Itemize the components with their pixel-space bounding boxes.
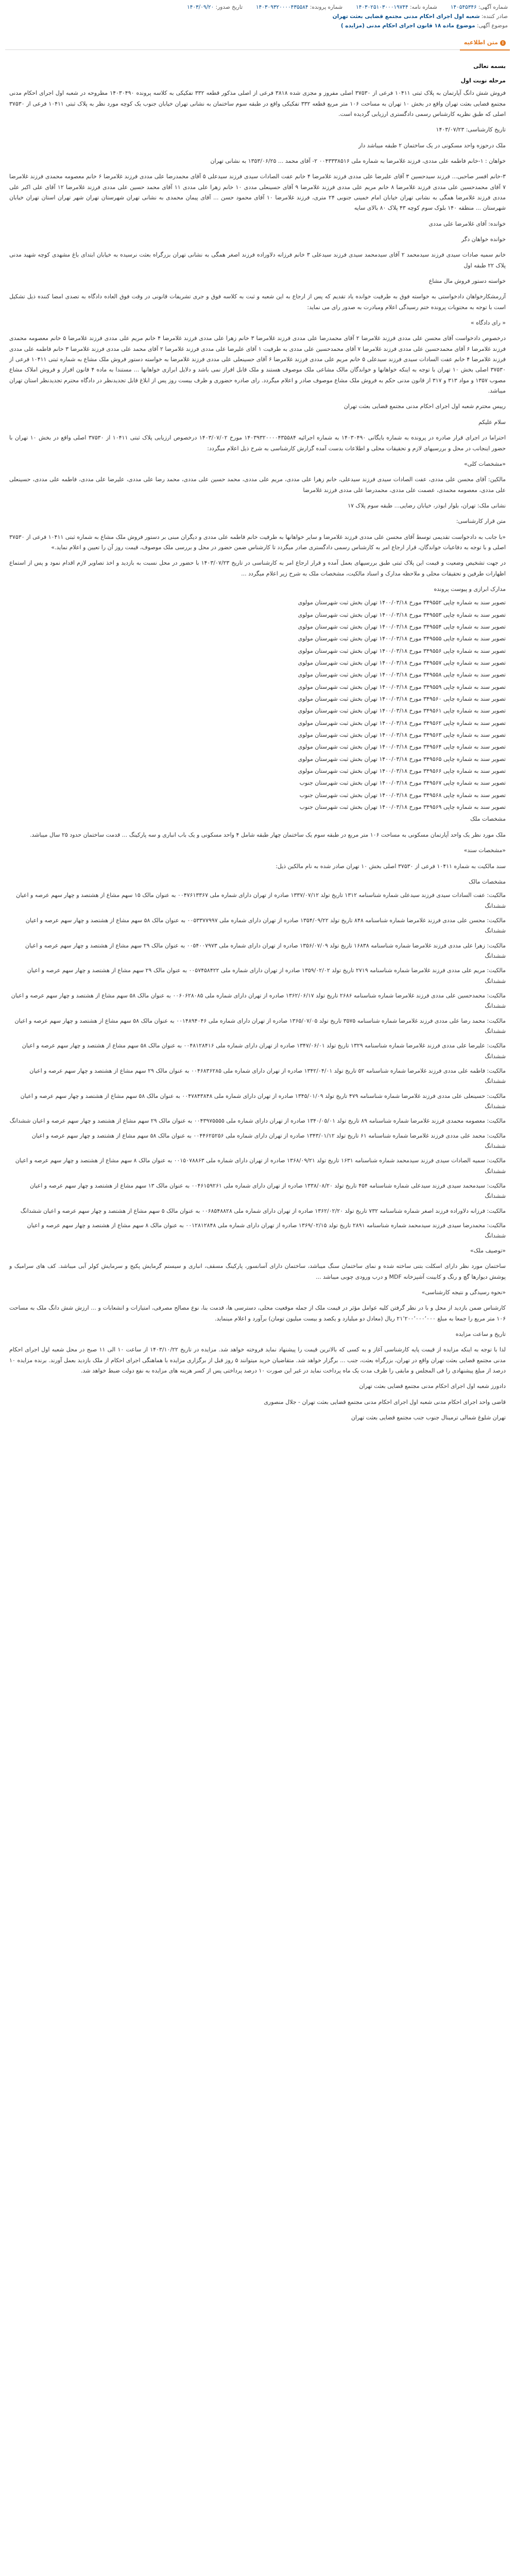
bismillah-heading: بسمه تعالی — [473, 62, 506, 70]
paragraph: «نحوه رسیدگی و نتیجه کارشناسی» — [421, 1289, 506, 1296]
owner-item: مالکیت: فرزانه دلاوراده فرزند اصغر شماره شناسنامه ۷۳۲ تاریخ تولد ۱۳۶۲/۰۲/۲۰ صادره از تهران دارای شماره ملی ۰۰۶۸۵۴۸۸۲۸ به عنوان مالک ۵ سهم مشاع از هشتصد و چهار سهم عرصه و اعیان ششدانگ — [20, 1207, 506, 1214]
subject-value: موضوع ماده ۱۸ قانون اجرای احکام مدنی (مزایده ) — [340, 22, 475, 29]
paragraph: مشخصات ملک — [470, 816, 506, 823]
tab-notice-text-label: متن اطلاعیه — [464, 39, 498, 46]
owner-item: مالکیت: محمدرضا سیدی فرزند سیدمحمد شماره شناسنامه ۲۸۹۱ تاریخ تولد ۱۳۶۹/۰۲/۱۵ صادره از تهران دارای شماره ملی ۰۰۱۲۸۱۲۸۴۸ به عنوان مالک ۸ سهم مشاع از هشتصد و چهار سهم عرصه و اعیان ششدانگ — [27, 1222, 506, 1240]
ticket-label: شماره آگهی: — [478, 4, 508, 10]
paragraph: نشانی ملک: تهران، بلوار ابوذر، خیابان رضایی... طبقه سوم پلاک ۱۷ — [348, 502, 506, 509]
paragraph: رییس محترم شعبه اول اجرای احکام مدنی مجتمع قضایی بعثت تهران — [344, 403, 506, 410]
document-item: تصویر سند به شماره چاپی ۳۴۹۵۵۳ مورخ ۱۴۰۰/۰۳/۱۸ تهران بخش ثبت شهرستان مولوی — [298, 611, 506, 618]
notice-meta — [0, 0, 515, 31]
notice-body — [0, 50, 515, 1423]
paragraph: قاضی واحد اجرای احکام مدنی شعبه اول اجرای احکام مدنی مجتمع قضایی بعثت تهران - جلال منصوری — [264, 1398, 506, 1405]
document-item: تصویر سند به شماره چاپی ۳۴۹۵۶۴ مورخ ۱۴۰۰/۰۳/۱۸ تهران بخش ثبت شهرستان مولوی — [298, 743, 506, 751]
meta-row-2 — [7, 12, 508, 22]
notice-number-label: شماره نامه: — [409, 4, 437, 10]
stage-heading: مرحله نوبت اول — [460, 77, 506, 84]
document-item: تصویر سند به شماره چاپی ۳۴۹۵۶۵ مورخ ۱۴۰۰/۰۳/۱۸ تهران بخش ثبت شهرستان مولوی — [298, 755, 506, 762]
owner-item: مالکیت: محمد رضا علی مددی فرزند غلامرضا شماره شناسنامه ۳۵۷۵ تاریخ تولد ۱۳۶۵/۰۷/۰۵ صادره از تهران دارای شماره ملی ۰۰۱۴۸۹۴۰۴۶ به عنوان مالک ۵۸ سهم مشاع از هشتصد و چهار سهم عرصه و اعیان ششدانگ — [14, 1017, 506, 1035]
document-item: تصویر سند به شماره چاپی ۳۴۹۵۶۲ مورخ ۱۴۰۰/۰۳/۱۸ تهران بخش ثبت شهرستان مولوی — [298, 719, 506, 726]
paragraph: «توصیف ملک» — [470, 1247, 506, 1254]
owner-item: مالکیت: سمیه الصادات سیدی فرزند سیدمحمد شماره شناسنامه ۱۶۳۱ تاریخ تولد ۱۳۶۸/۰۹/۲۱ صادره از تهران دارای شماره ملی ۰۰۱۵۰۷۸۸۶۳ به عنوان مالک ۸ سهم مشاع از هشتصد و چهار سهم عرصه و اعیان ششدانگ — [15, 1157, 506, 1175]
paragraph: احتراما در اجرای قرار صادره در پرونده به شماره بایگانی ۱۴۰۳۰۴۹۰ به شماره اجرائیه ۱۴۰۳۹۳۲۰۰۰۰۴۳۵۵۸۴ مورخ ۱۴۰۳/۰۷/۰۲ درخصوص ارزیابی پلاک ثبتی ۱۰۴۱۱ از ۳۷۵۳۰ اصلی واقع در بخش ۱۰ تهران با حضور اینجانب در محل و بررسیهای لازم و تحقیقات محلی و اطلاعات بدست آمده گزارش کارشناسی به شرح ذیل اعلام میگردد: — [9, 434, 506, 452]
tab-bar — [5, 37, 510, 50]
case-number-field — [256, 3, 342, 12]
info-icon: i — [500, 40, 506, 46]
owner-item: مالکیت: محمد علی مددی فرزند غلامرضا شماره شناسنامه ۶۱ تاریخ تولد ۱۳۴۳/۰۱/۱۲ صادره از تهران دارای شماره ملی ۰۰۴۴۶۲۵۲۵۶ به عنوان مالک ۵۸ سهم مشاع از هشتصد و چهار سهم عرصه و اعیان ششدانگ — [31, 1132, 506, 1150]
document-item: تصویر سند به شماره چاپی ۳۴۹۵۶۶ مورخ ۱۴۰۰/۰۳/۱۸ تهران بخش ثبت شهرستان مولوی — [298, 768, 506, 775]
paragraph: متن قرار کارشناسی: — [456, 518, 506, 525]
owner-item: مالکیت: فاطمه علی مددی فرزند غلامرضا شماره شناسنامه ۵۲ تاریخ تولد ۱۳۴۲/۰۴/۰۱ صادره از تهران دارای شماره ملی ۰۰۴۶۸۳۶۲۸۵ به عنوان مالک ۲۹ سهم مشاع از هشتصد و چهار سهم عرصه و اعیان ششدانگ — [29, 1067, 506, 1085]
document-item: تصویر سند به شماره چاپی ۳۴۹۵۶۰ مورخ ۱۴۰۰/۰۳/۱۸ تهران بخش ثبت شهرستان مولوی — [298, 696, 506, 703]
paragraph: سند مالکیت به شماره ۱۰۴۱۱ فرعی از ۳۷۵۳۰ اصلی بخش ۱۰ تهران صادر شده به نام مالکین ذیل: — [276, 862, 506, 870]
document-item: تصویر سند به شماره چاپی ۳۴۹۵۵۷ مورخ ۱۴۰۰/۰۳/۱۸ تهران بخش ثبت شهرستان مولوی — [298, 659, 506, 666]
ticket-field — [451, 3, 508, 12]
ticket-value: ۱۴۰۵۴۵۳۴۶ — [450, 4, 477, 10]
subject-label: موضوع آگهی: — [476, 22, 508, 29]
document-item: تصویر سند به شماره چاپی ۳۴۹۵۵۵ مورخ ۱۴۰۰/۰۳/۱۸ تهران بخش ثبت شهرستان مولوی — [298, 635, 506, 642]
paragraph: «مشخصات کلی» — [464, 460, 506, 467]
paragraph: تاریخ و ساعت مزایده — [455, 1330, 506, 1337]
owner-item: مالکیت: عفت السادات سیدی فرزند سیدعلی شماره شناسنامه ۱۳۱۲ تاریخ تولد ۱۳۳۷/۰۷/۱۲ صادره از تهران دارای شماره ملی ۰۰۴۷۶۱۳۳۶۷ به عنوان مالک ۱۵ سهم مشاع از هشتصد و چهار سهم عرصه و اعیان ششدانگ — [16, 892, 506, 909]
paragraph: مالکین: آقای محسن علی مددی، عفت الصادات سیدی فرزند سیدعلی، خانم زهرا علی مددی، مریم علی مددی، محمد حسین علی مددی، محمد رضا علی مددی، علیرضا علی مددی، فاطمه علی مددی، حسینعلی علی مددی، معصومه محمدی، عصمت علی مددی، محمدرضا علی مددی فرزند غلامرضا — [9, 476, 506, 494]
paragraph: «مشخصات سند» — [464, 847, 506, 854]
document-item: تصویر سند به شماره چاپی ۳۴۹۵۶۱ مورخ ۱۴۰۰/۰۳/۱۸ تهران بخش ثبت شهرستان مولوی — [298, 707, 506, 715]
paragraph: ملک مورد نظر یک واحد آپارتمان مسکونی به مساحت ۱۰۶ متر مربع در طبقه سوم یک ساختمان چهار طبقه شامل ۴ واحد مسکونی و یک باب انباری و سه پارکینگ ... قدمت ساختمان حدود ۲۵ سال میباشد. — [30, 831, 506, 838]
owners-list — [9, 890, 506, 1242]
paragraph: ساختمان مورد نظر دارای اسکلت بتنی ساخته شده و نمای ساختمان سنگ میباشد، ساختمان دارای آسانسور، پارکینگ مسقف، انباری و سیستم گرمایش پکیج و سرمایش کولر آبی میباشد. کف های سرامیک و پوشش دیوارها گچ و رنگ و کابینت آشپزخانه MDF و درب ورودی چوبی میباشد ... — [9, 1263, 506, 1280]
paragraph: سلام علیکم — [478, 418, 506, 426]
notice-number-value: ۱۴۰۳۰۲۵۱۰۳۰۰۰۱۹۷۴۴ — [356, 4, 408, 10]
issuer-label: صادر کننده: — [481, 13, 508, 20]
document-item: تصویر سند به شماره چاپی ۳۴۹۵۶۹ مورخ ۱۴۰۰/۰۳/۱۸ تهران بخش ثبت شهرستان جنوب — [299, 804, 506, 811]
paragraph: ملک درحوزه واحد مسکونی در یک ساختمان ۲ طبقه میباشد دار — [358, 142, 506, 149]
paragraph: درخصوص دادخواست آقای محسن علی مددی فرزند غلامرضا ۲ آقای محمدرضا علی مددی فرزند غلامرضا ۳ خانم زهرا علی مددی فرزند غلامرضا ۴ خانم مریم علی مددی فرزند غلامرضا ۵ خانم معصومه محمدی فرزند غلامرضا ۶ آقای محمدحسین علی مددی فرزند غلامرضا ۷ آقای محمدحسین علی مددی به طرفیت ۱ آقای علیرضا علی مددی فرزند غلامرضا ۲ آقای محمد علی مددی فرزند غلامرضا ۳ خانم فاطمه علی مددی فرزند غلامرضا ۴ خانم عفت السادات سیدی فرزند سیدعلی ۵ خانم مریم علی مددی فرزند غلامرضا ۶ آقای حسینعلی علی مددی فرزند غلامرضا به خواسته دستور فروش ملک مشاع به شماره ثبتی ۱۰۴۱۱ فرعی از ۳۷۵۳۰ اصلی بخش ۱۰ تهران با توجه به اینکه خواهانها و خواندگان مالک مشاعی ملک موصوف هستند و ملک قابل افراز نمی باشد و دلایل ابرازی خواهانها ... مستندا به ماده ۴ قانون افراز و فروش املاک مشاع مصوب ۱۳۵۷ و مواد ۳۱۳ و ۳۱۷ از قانون مدنی حکم به فروش ملک مشاع موصوف صادر و اعلام میگردد. رای صادره حضوری و ظرف بیست روز پس از ابلاغ قابل تجدیدنظر در دادگاه محترم تجدیدنظر استان تهران میباشد. — [9, 335, 506, 395]
meta-row-1 — [7, 3, 508, 12]
owner-item: مالکیت: محسن علی مددی فرزند غلامرضا شماره شناسنامه ۸۴۸ تاریخ تولد ۱۳۵۴/۰۹/۲۲ صادره از تهران دارای شماره ملی ۰۰۵۳۳۷۷۹۹۷ به عنوان مالک ۵۸ سهم مشاع از هشتصد و چهار سهم عرصه و اعیان ششدانگ — [25, 917, 506, 935]
case-number-label: شماره پرونده: — [310, 4, 343, 10]
issuer-value: شعبه اول اجرای احکام مدنی مجتمع قضایی بعثت تهران — [332, 13, 480, 20]
paragraph: خوانده خواهان دگر — [461, 236, 506, 243]
document-item: تصویر سند به شماره چاپی ۳۴۹۵۵۲ مورخ ۱۴۰۰/۰۳/۱۸ تهران بخش ثبت شهرستان مولوی — [298, 599, 506, 606]
owner-item: مالکیت: محمدحسین علی مددی فرزند غلامرضا شماره شناسنامه ۲۶۸۶ تاریخ تولد ۱۳۶۲/۰۶/۱۷ صادره از تهران دارای شماره ملی ۰۰۶۰۶۲۸۰۸۵ به عنوان مالک ۵۸ سهم مشاع از هشتصد و چهار سهم عرصه و اعیان ششدانگ — [11, 992, 506, 1010]
tab-notice-text[interactable] — [460, 37, 510, 50]
paragraph: خواسته دستور فروش مال مشاع — [428, 278, 506, 285]
case-number-value: ۱۴۰۳۰۹۳۲۰۰۰۰۴۳۵۵۸۴ — [256, 4, 308, 10]
issue-date-field — [187, 3, 243, 12]
owner-item: مالکیت: زهرا علی مددی فرزند غلامرضا شماره شناسنامه ۱۶۸۳۸ تاریخ تولد ۱۳۵۶/۰۷/۰۹ صادره از تهران دارای شماره ملی ۰۰۵۴۰۰۷۹۷۳ به عنوان مالک ۲۹ سهم مشاع از هشتصد و چهار سهم عرصه و اعیان ششدانگ — [25, 942, 506, 959]
documents-list — [9, 598, 506, 812]
paragraph: در جهت تشخیص وضعیت و قیمت این پلاک ثبتی طبق بررسیهای بعمل آمده و قرار ارجاع امر به کارشناسی در تاریخ ۱۴۰۳/۰۷/۲۳ با حضور در محل نسبت به بازدید و اخذ تصاویر لازم اقدام نمود و پس از استماع اظهارات طرفین و تحقیقات محلی و ملاحظه مدارک و اسناد مالکیت، مشخصات ملک به شرح زیر اعلام میگردد ... — [9, 560, 506, 577]
owner-item: مالکیت: علیرضا علی مددی فرزند غلامرضا شماره شناسنامه ۱۳۲۹ تاریخ تولد ۱۳۴۷/۰۶/۰۱ صادره از تهران دارای شماره ملی ۰۰۴۸۱۲۸۴۱۶ به عنوان مالک ۵۸ سهم مشاع از هشتصد و چهار سهم عرصه و اعیان ششدانگ — [22, 1042, 506, 1060]
owner-item: مالکیت: مریم علی مددی فرزند غلامرضا شماره شناسنامه ۲۷۱۹ تاریخ تولد ۱۳۵۹/۰۲/۰۲ صادره از تهران دارای شماره ملی ۰۰۵۷۴۵۸۴۲۲ به عنوان مالک ۲۹ سهم مشاع از هشتصد و چهار سهم عرصه و اعیان ششدانگ — [27, 967, 506, 985]
issue-date-value: ۱۴۰۳/۰۹/۲۰ — [187, 4, 214, 10]
owner-item: مالکیت: سیدمحمد سیدی فرزند سیدعلی شماره شناسنامه ۴۵۴ تاریخ تولد ۱۳۳۸/۰۸/۲۰ صادره از تهران دارای شماره ملی ۰۰۴۶۱۵۹۲۶۱ به عنوان مالک ۱۳ سهم مشاع از هشتصد و چهار سهم عرصه و اعیان ششدانگ — [29, 1182, 506, 1200]
paragraph: تهران شلوغ شمالی ترمینال جنوب جنب مجتمع قضایی بعثت تهران — [351, 1414, 506, 1421]
document-item: تصویر سند به شماره چاپی ۳۴۹۵۵۴ مورخ ۱۴۰۰/۰۳/۱۸ تهران بخش ثبت شهرستان مولوی — [298, 623, 506, 630]
paragraph: «با جانب به دادخواست تقدیمی توسط آقای محسن علی مددی فرزند غلامرضا و سایر خواهانها به طرفیت خانم فاطمه علی مددی و دیگران مبنی بر دستور فروش ملک مشاع به شماره ثبتی ۱۰۴۱۱ فرعی از ۳۷۵۳۰ اصلی و با توجه به دفاعیات خواندگان، قرار ارجاع امر به کارشناس رسمی دادگستری صادر میگردد تا کارشناس ضمن حضور در محل و بررسی ملک موصوف، قیمت روز آن را تعیین و اعلام نماید.» — [9, 533, 506, 551]
paragraph: « رای دادگاه » — [470, 319, 506, 327]
owners-caption: مشخصات مالک — [469, 878, 506, 885]
paragraph: دادورز شعبه اول اجرای احکام مدنی مجتمع قضایی بعثت تهران — [359, 1383, 506, 1390]
paragraph: خواهان : ۱-خانم فاطمه علی مددی، فرزند غلامرضا به شماره ملی ۰۰۴۳۳۳۸۵۱۶ ۲- آقای محمد ... ۱۳۵۳/۰۶/۲۵ به نشانی تهران — [210, 157, 506, 164]
paragraph: خانم سمیه صادات سیدی فرزند سیدمحمد ۲ آقای سیدمحمد سیدی فرزند سیدعلی ۳ خانم فرزانه دلاوراده فرزند اصغر همگی به نشانی تهران بزرگراه بعثت نرسیده به خیابان ابتدای باغ مشهدی کوچه شهید مدنی پلاک ۲۲ طبقه اول — [9, 251, 506, 269]
issue-date-label: تاریخ صدور: — [215, 4, 243, 10]
paragraph: لذا با توجه به اینکه مزایده از قیمت پایه کارشناسی آغاز و به کسی که بالاترین قیمت را پیشنهاد نماید فروخته خواهد شد. مزایده در تاریخ ۱۴۰۳/۱۰/۲۲ از ساعت ۱۰ الی ۱۱ صبح در محل شعبه اول اجرای احکام مدنی مجتمع قضایی بعثت تهران واقع در تهران، بزرگراه بعثت، جنب ... برگزار خواهد شد. متقاضیان خرید میتوانند ۵ روز قبل از برگزاری مزایده با هماهنگی اجرای احکام از ملک بازدید بعمل آورند. برنده مزایده ۱۰ درصد از مبلغ پیشنهادی را فی المجلس و مابقی را ظرف مدت یک ماه پرداخت نماید در غیر این صورت ۱۰ درصد پرداختی پس از کسر هزینه های مزایده به نفع دولت ضبط خواهد شد. — [9, 1346, 506, 1374]
paragraph: خوانده: آقای غلامرضا علی مددی — [428, 220, 506, 227]
notice-number-field — [356, 3, 437, 12]
documents-caption: مدارک ابرازی و پیوست پرونده — [434, 585, 506, 592]
owner-item: مالکیت: حسینعلی علی مددی فرزند غلامرضا شماره شناسنامه ۴۷۹ تاریخ تولد ۱۳۴۵/۰۱/۰۹ صادره از تهران دارای شماره ملی ۰۰۴۷۸۴۳۸۴۸ به عنوان مالک ۵۸ سهم مشاع از هشتصد و چهار سهم عرصه و اعیان ششدانگ — [20, 1092, 506, 1110]
paragraph: کارشناس ضمن بازدید از محل و با در نظر گرفتن کلیه عوامل مؤثر در قیمت ملک از جمله موقعیت محلی، دسترسی ها، قدمت بنا، نوع مصالح مصرفی، امتیازات و انشعابات و ... ارزش شش دانگ ملک به مساحت ۱۰۶ متر مربع را جمعا به مبلغ ۲۱٬۲۰۰٬۰۰۰٬۰۰۰ ریال (معادل دو میلیارد و یکصد و بیست میلیون تومان) برآورد و اعلام مینماید. — [9, 1304, 506, 1322]
owner-item: مالکیت: معصومه محمدی فرزند غلامرضا شماره شناسنامه ۸۹ تاریخ تولد ۱۳۴۰/۰۵/۰۱ صادره از تهران دارای شماره ملی ۰۰۴۳۹۷۵۵۵۵ به عنوان مالک ۲۹ سهم مشاع از هشتصد و چهار سهم عرصه و اعیان ششدانگ — [9, 1117, 506, 1125]
document-item: تصویر سند به شماره چاپی ۳۴۹۵۶۸ مورخ ۱۴۰۰/۰۳/۱۸ تهران بخش ثبت شهرستان جنوب — [299, 791, 506, 799]
document-item: تصویر سند به شماره چاپی ۳۴۹۵۶۳ مورخ ۱۴۰۰/۰۳/۱۸ تهران بخش ثبت شهرستان مولوی — [298, 732, 506, 739]
document-item: تصویر سند به شماره چاپی ۳۴۹۵۵۸ مورخ ۱۴۰۰/۰۳/۱۸ تهران بخش ثبت شهرستان مولوی — [298, 671, 506, 679]
paragraph: ۳-خانم افسر صاحبی... فرزند سیدحسین ۳ آقای علیرضا علی مددی فرزند غلامرضا ۴ خانم عفت الصادات سیدی فرزند سیدعلی ۵ آقای محمدرضا علی مددی فرزند غلامرضا ۶ خانم معصومه محمدی فرزند غلامرضا ۷ آقای محمدحسین علی مددی فرزند غلامرضا ۸ خانم مریم علی مددی فرزند غلامرضا ۹ آقای حسینعلی مددی ۱۰ خانم زهرا علی مددی ۱۱ آقای محمد حسین علی مددی فرزند غلامرضا ۱۲ آقای علی اکبر علی مددی فرزند غلامرضا همگی به نشانی تهران خیابان امام خمینی جنوبی ۲۴ متری، فرزند غلامرضا ۱۰ آقای محمود حسن ... آقای پیمان محمدی به نشانی تهران شهرستان تهران شهر تهران استان تهران خیابان شهرستان ... منطقه ۱۴۰ بلوک سوم کوچه ۴۳ پلاک ۸۰ بالای سایه — [9, 173, 506, 212]
document-item: تصویر سند به شماره چاپی ۳۴۹۵۵۶ مورخ ۱۴۰۰/۰۳/۱۸ تهران بخش ثبت شهرستان مولوی — [298, 647, 506, 654]
paragraph: تاریخ کارشناسی: ۱۴۰۳/۰۷/۲۳ — [436, 126, 506, 133]
document-item: تصویر سند به شماره چاپی ۳۴۹۵۶۷ مورخ ۱۴۰۰/۰۳/۱۸ تهران بخش ثبت شهرستان جنوب — [299, 779, 506, 787]
document-item: تصویر سند به شماره چاپی ۳۴۹۵۵۹ مورخ ۱۴۰۰/۰۳/۱۸ تهران بخش ثبت شهرستان مولوی — [298, 683, 506, 690]
paragraph: آزرمشکارخواهان دادخواستی به خواسته فوق به طرفیت خوانده یاد تقدیم که پس از ارجاع به این شعبه و ثبت به کلاسه فوق و جری تشریفات قانونی در وقت فوق العاده دادگاه به تصدی امضا کننده ذیل تشکیل است با توجه به محتویات پرونده ختم رسیدگی اعلام ومبادرت به صدور رای می نماید: — [9, 293, 506, 311]
meta-row-3 — [7, 22, 508, 31]
paragraph: فروش شش دانگ آپارتمان به پلاک ثبتی ۱۰۴۱۱ فرعی از ۳۷۵۳۰ اصلی مفروز و مجزی شده ۳۸۱۸ فرعی از اصلی مذکور قطعه ۳۳۲ تفکیکی به کلاسه پرونده ۱۴۰۳۰۴۹۰ مطروحه در شعبه اول اجرای احکام مدنی مجتمع قضایی بعثت تهران واقع در بخش ۱۰ تهران به مساحت ۱۰۶ متر مربع قطعه ۳۳۲ تفکیکی واقع در طبقه سوم ساختمان به نشانی تهران خیابان جنوب یک کوچه مورد نظر به پلاک ثبتی ۱۰۴۱۱ فرعی از ۳۷۵۳۰ اصلی که طبق نظریه کارشناس رسمی دادگستری ارزیابی گردیده است. — [9, 90, 506, 117]
